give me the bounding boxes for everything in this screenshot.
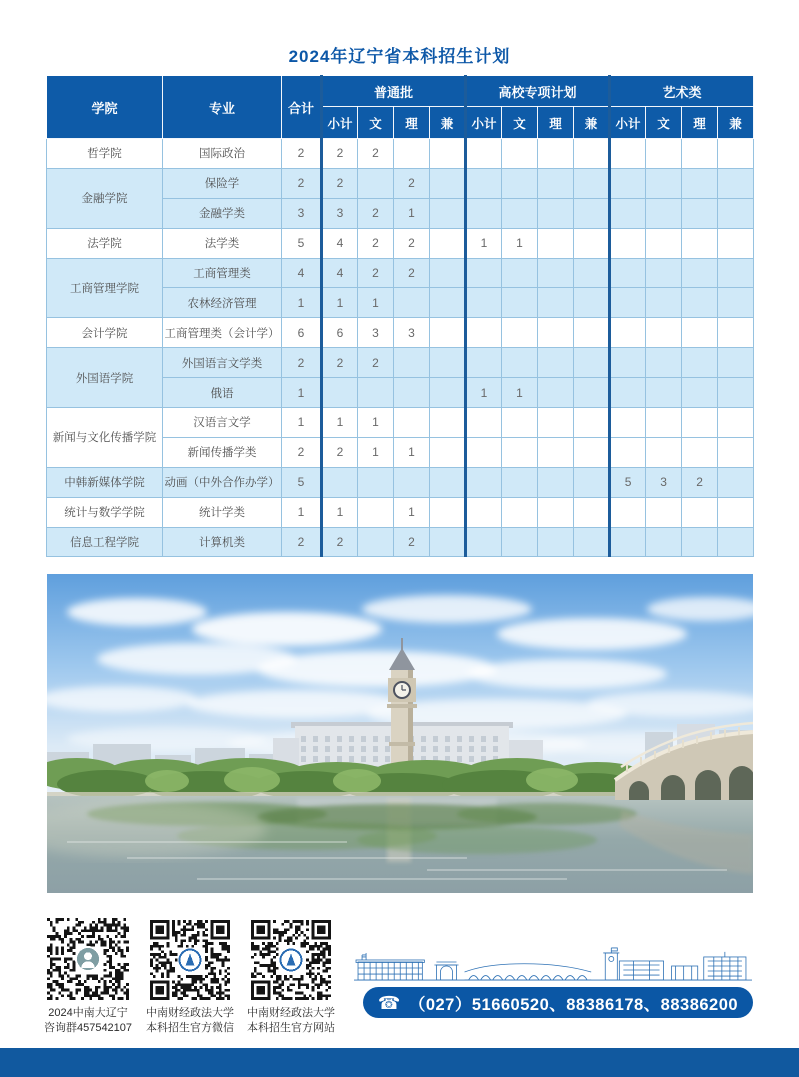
value-cell bbox=[430, 437, 466, 467]
value-cell: 2 bbox=[322, 168, 358, 198]
value-cell bbox=[574, 348, 610, 378]
value-cell bbox=[358, 467, 394, 497]
college-cell: 哲学院 bbox=[47, 139, 163, 169]
value-cell bbox=[574, 258, 610, 288]
value-cell bbox=[322, 378, 358, 408]
value-cell bbox=[646, 527, 682, 557]
qr-block-group bbox=[33, 918, 143, 1036]
college-cell: 外国语学院 bbox=[47, 348, 163, 408]
value-cell bbox=[718, 258, 754, 288]
value-cell bbox=[538, 497, 574, 527]
value-cell bbox=[646, 378, 682, 408]
header-liberal: 文 bbox=[502, 107, 538, 139]
value-cell bbox=[574, 139, 610, 169]
qr-label: 中南财经政法大学 本科招生官方网站 bbox=[247, 1007, 335, 1034]
major-cell: 工商管理类（会计学） bbox=[163, 318, 282, 348]
campus-skyline-lineart bbox=[352, 944, 754, 986]
qr-code-official-website bbox=[251, 920, 331, 1000]
major-cell: 法学类 bbox=[163, 228, 282, 258]
value-cell bbox=[574, 467, 610, 497]
footer-bar bbox=[0, 1048, 799, 1077]
value-cell bbox=[646, 497, 682, 527]
header-major: 专业 bbox=[163, 76, 282, 139]
value-cell bbox=[610, 348, 646, 378]
table-row bbox=[47, 348, 754, 378]
value-cell bbox=[646, 408, 682, 438]
value-cell: 1 bbox=[358, 437, 394, 467]
value-cell: 2 bbox=[358, 228, 394, 258]
value-cell bbox=[610, 139, 646, 169]
major-cell: 工商管理类 bbox=[163, 258, 282, 288]
value-cell bbox=[502, 168, 538, 198]
page-title: 2024年辽宁省本科招生计划 bbox=[288, 47, 511, 66]
value-cell: 2 bbox=[322, 139, 358, 169]
qr-block-wechat bbox=[135, 920, 245, 1036]
value-cell bbox=[502, 258, 538, 288]
value-cell bbox=[430, 467, 466, 497]
value-cell bbox=[718, 378, 754, 408]
header-liberal: 文 bbox=[358, 107, 394, 139]
value-cell bbox=[682, 228, 718, 258]
value-cell bbox=[322, 467, 358, 497]
value-cell: 2 bbox=[282, 139, 322, 169]
college-cell: 统计与数学学院 bbox=[47, 497, 163, 527]
table-row bbox=[47, 228, 754, 258]
value-cell bbox=[610, 198, 646, 228]
value-cell bbox=[538, 408, 574, 438]
value-cell bbox=[466, 198, 502, 228]
qr-label: 2024中南大辽宁 咨询群457542107 bbox=[43, 1007, 133, 1034]
value-cell bbox=[682, 198, 718, 228]
value-cell bbox=[682, 139, 718, 169]
value-cell bbox=[718, 497, 754, 527]
value-cell bbox=[430, 348, 466, 378]
value-cell bbox=[502, 437, 538, 467]
phone-contact-pill bbox=[363, 987, 753, 1018]
value-cell bbox=[358, 497, 394, 527]
header-science: 理 bbox=[682, 107, 718, 139]
value-cell bbox=[502, 467, 538, 497]
value-cell bbox=[610, 318, 646, 348]
table-body bbox=[47, 139, 754, 557]
value-cell bbox=[574, 228, 610, 258]
value-cell bbox=[538, 258, 574, 288]
value-cell bbox=[574, 168, 610, 198]
value-cell: 3 bbox=[394, 318, 430, 348]
table-header-group-row bbox=[47, 76, 754, 107]
value-cell: 2 bbox=[394, 228, 430, 258]
major-cell: 国际政治 bbox=[163, 139, 282, 169]
header-science: 理 bbox=[394, 107, 430, 139]
value-cell bbox=[718, 348, 754, 378]
value-cell bbox=[646, 288, 682, 318]
header-subtotal: 小计 bbox=[322, 107, 358, 139]
header-liberal: 文 bbox=[646, 107, 682, 139]
value-cell bbox=[502, 318, 538, 348]
value-cell bbox=[466, 408, 502, 438]
value-cell: 2 bbox=[282, 527, 322, 557]
value-cell bbox=[430, 378, 466, 408]
value-cell bbox=[430, 288, 466, 318]
value-cell bbox=[466, 467, 502, 497]
value-cell: 1 bbox=[322, 408, 358, 438]
value-cell bbox=[574, 318, 610, 348]
value-cell bbox=[430, 527, 466, 557]
college-cell: 新闻与文化传播学院 bbox=[47, 408, 163, 468]
qr-code-official-wechat bbox=[150, 920, 230, 1000]
value-cell bbox=[610, 437, 646, 467]
value-cell bbox=[430, 497, 466, 527]
major-cell: 计算机类 bbox=[163, 527, 282, 557]
table-row bbox=[47, 467, 754, 497]
table-row bbox=[47, 527, 754, 557]
phone-numbers: （027）51660520、88386178、88386200 bbox=[408, 995, 739, 1014]
value-cell: 1 bbox=[322, 497, 358, 527]
value-cell bbox=[610, 497, 646, 527]
value-cell bbox=[466, 258, 502, 288]
value-cell bbox=[646, 228, 682, 258]
value-cell: 1 bbox=[322, 288, 358, 318]
major-cell: 动画（中外合作办学） bbox=[163, 467, 282, 497]
value-cell: 2 bbox=[358, 258, 394, 288]
college-cell: 会计学院 bbox=[47, 318, 163, 348]
value-cell bbox=[394, 408, 430, 438]
value-cell bbox=[394, 348, 430, 378]
qr-block-website bbox=[236, 920, 346, 1036]
value-cell: 1 bbox=[394, 198, 430, 228]
value-cell bbox=[466, 318, 502, 348]
value-cell bbox=[538, 168, 574, 198]
campus-photo bbox=[47, 574, 753, 893]
major-cell: 统计学类 bbox=[163, 497, 282, 527]
value-cell bbox=[430, 318, 466, 348]
value-cell bbox=[574, 288, 610, 318]
value-cell: 3 bbox=[282, 198, 322, 228]
college-cell: 金融学院 bbox=[47, 168, 163, 228]
value-cell bbox=[574, 378, 610, 408]
value-cell bbox=[682, 378, 718, 408]
header-group-regular: 普通批 bbox=[322, 76, 466, 107]
value-cell: 6 bbox=[282, 318, 322, 348]
header-both: 兼 bbox=[430, 107, 466, 139]
value-cell bbox=[682, 497, 718, 527]
value-cell: 3 bbox=[322, 198, 358, 228]
value-cell bbox=[394, 288, 430, 318]
value-cell: 1 bbox=[282, 378, 322, 408]
value-cell: 2 bbox=[282, 437, 322, 467]
value-cell bbox=[466, 139, 502, 169]
table-row bbox=[47, 408, 754, 438]
value-cell bbox=[610, 228, 646, 258]
value-cell bbox=[394, 467, 430, 497]
value-cell bbox=[718, 437, 754, 467]
value-cell bbox=[502, 139, 538, 169]
value-cell bbox=[502, 348, 538, 378]
table-row bbox=[47, 139, 754, 169]
value-cell bbox=[682, 168, 718, 198]
major-cell: 农林经济管理 bbox=[163, 288, 282, 318]
value-cell bbox=[682, 288, 718, 318]
header-subtotal: 小计 bbox=[466, 107, 502, 139]
value-cell bbox=[574, 198, 610, 228]
value-cell bbox=[358, 527, 394, 557]
value-cell: 2 bbox=[282, 348, 322, 378]
value-cell bbox=[430, 258, 466, 288]
value-cell bbox=[646, 139, 682, 169]
value-cell bbox=[430, 408, 466, 438]
value-cell bbox=[358, 378, 394, 408]
value-cell bbox=[574, 497, 610, 527]
value-cell: 2 bbox=[282, 168, 322, 198]
college-cell: 工商管理学院 bbox=[47, 258, 163, 318]
value-cell bbox=[682, 437, 718, 467]
value-cell bbox=[430, 168, 466, 198]
value-cell bbox=[538, 527, 574, 557]
college-cell: 信息工程学院 bbox=[47, 527, 163, 557]
value-cell: 2 bbox=[358, 198, 394, 228]
header-college: 学院 bbox=[47, 76, 163, 139]
value-cell: 6 bbox=[322, 318, 358, 348]
qr-label: 中南财经政法大学 本科招生官方微信 bbox=[146, 1007, 234, 1034]
value-cell: 2 bbox=[394, 527, 430, 557]
value-cell bbox=[574, 527, 610, 557]
major-cell: 俄语 bbox=[163, 378, 282, 408]
phone-icon: ☎ bbox=[377, 992, 401, 1013]
value-cell bbox=[358, 168, 394, 198]
value-cell bbox=[682, 258, 718, 288]
value-cell bbox=[646, 258, 682, 288]
value-cell bbox=[538, 378, 574, 408]
value-cell bbox=[574, 408, 610, 438]
college-cell: 中韩新媒体学院 bbox=[47, 467, 163, 497]
header-group-art: 艺术类 bbox=[610, 76, 754, 107]
value-cell bbox=[718, 408, 754, 438]
value-cell: 1 bbox=[282, 288, 322, 318]
header-both: 兼 bbox=[574, 107, 610, 139]
value-cell: 1 bbox=[358, 408, 394, 438]
value-cell bbox=[610, 258, 646, 288]
value-cell: 2 bbox=[394, 258, 430, 288]
value-cell bbox=[682, 527, 718, 557]
value-cell bbox=[502, 497, 538, 527]
value-cell: 5 bbox=[610, 467, 646, 497]
value-cell: 1 bbox=[502, 378, 538, 408]
value-cell: 1 bbox=[282, 408, 322, 438]
value-cell bbox=[538, 437, 574, 467]
value-cell: 4 bbox=[282, 258, 322, 288]
value-cell bbox=[538, 228, 574, 258]
value-cell bbox=[610, 288, 646, 318]
major-cell: 新闻传播学类 bbox=[163, 437, 282, 467]
value-cell bbox=[466, 348, 502, 378]
value-cell bbox=[718, 318, 754, 348]
value-cell: 2 bbox=[322, 348, 358, 378]
college-cell: 法学院 bbox=[47, 228, 163, 258]
value-cell bbox=[502, 288, 538, 318]
value-cell: 2 bbox=[322, 437, 358, 467]
value-cell: 3 bbox=[646, 467, 682, 497]
admission-plan-table bbox=[46, 75, 754, 557]
value-cell: 1 bbox=[466, 378, 502, 408]
header-total: 合计 bbox=[282, 76, 322, 139]
value-cell bbox=[502, 198, 538, 228]
value-cell: 1 bbox=[358, 288, 394, 318]
value-cell: 2 bbox=[322, 527, 358, 557]
value-cell bbox=[466, 288, 502, 318]
value-cell bbox=[718, 228, 754, 258]
value-cell bbox=[718, 288, 754, 318]
value-cell bbox=[610, 408, 646, 438]
value-cell bbox=[610, 527, 646, 557]
value-cell bbox=[430, 139, 466, 169]
value-cell bbox=[718, 168, 754, 198]
value-cell bbox=[538, 318, 574, 348]
value-cell bbox=[538, 139, 574, 169]
value-cell bbox=[502, 527, 538, 557]
value-cell bbox=[718, 198, 754, 228]
value-cell bbox=[646, 318, 682, 348]
value-cell bbox=[718, 527, 754, 557]
value-cell: 2 bbox=[682, 467, 718, 497]
major-cell: 汉语言文学 bbox=[163, 408, 282, 438]
value-cell bbox=[466, 437, 502, 467]
value-cell: 1 bbox=[466, 228, 502, 258]
value-cell bbox=[646, 348, 682, 378]
value-cell bbox=[646, 198, 682, 228]
table-row bbox=[47, 258, 754, 288]
value-cell bbox=[430, 228, 466, 258]
major-cell: 外国语言文学类 bbox=[163, 348, 282, 378]
value-cell bbox=[574, 437, 610, 467]
header-subtotal: 小计 bbox=[610, 107, 646, 139]
value-cell bbox=[538, 348, 574, 378]
value-cell bbox=[682, 348, 718, 378]
value-cell bbox=[466, 168, 502, 198]
tree-line bbox=[47, 758, 677, 801]
value-cell: 4 bbox=[322, 258, 358, 288]
major-cell: 金融学类 bbox=[163, 198, 282, 228]
value-cell bbox=[610, 378, 646, 408]
value-cell: 5 bbox=[282, 228, 322, 258]
value-cell bbox=[610, 168, 646, 198]
value-cell bbox=[538, 288, 574, 318]
value-cell bbox=[466, 527, 502, 557]
table-row bbox=[47, 497, 754, 527]
value-cell bbox=[394, 139, 430, 169]
qr-code-consult-group bbox=[47, 918, 129, 1000]
value-cell bbox=[502, 408, 538, 438]
value-cell: 1 bbox=[394, 437, 430, 467]
major-cell: 保险学 bbox=[163, 168, 282, 198]
value-cell bbox=[646, 437, 682, 467]
value-cell: 1 bbox=[502, 228, 538, 258]
value-cell bbox=[718, 139, 754, 169]
value-cell bbox=[394, 378, 430, 408]
value-cell: 3 bbox=[358, 318, 394, 348]
value-cell bbox=[646, 168, 682, 198]
value-cell bbox=[538, 467, 574, 497]
header-science: 理 bbox=[538, 107, 574, 139]
value-cell bbox=[682, 408, 718, 438]
header-group-special: 高校专项计划 bbox=[466, 76, 610, 107]
header-both: 兼 bbox=[718, 107, 754, 139]
value-cell bbox=[682, 318, 718, 348]
value-cell bbox=[466, 497, 502, 527]
value-cell bbox=[538, 198, 574, 228]
value-cell: 2 bbox=[394, 168, 430, 198]
value-cell: 4 bbox=[322, 228, 358, 258]
table-row bbox=[47, 318, 754, 348]
value-cell: 1 bbox=[394, 497, 430, 527]
value-cell: 1 bbox=[282, 497, 322, 527]
value-cell bbox=[430, 198, 466, 228]
value-cell: 5 bbox=[282, 467, 322, 497]
value-cell: 2 bbox=[358, 139, 394, 169]
value-cell: 2 bbox=[358, 348, 394, 378]
value-cell bbox=[718, 467, 754, 497]
table-row bbox=[47, 168, 754, 198]
